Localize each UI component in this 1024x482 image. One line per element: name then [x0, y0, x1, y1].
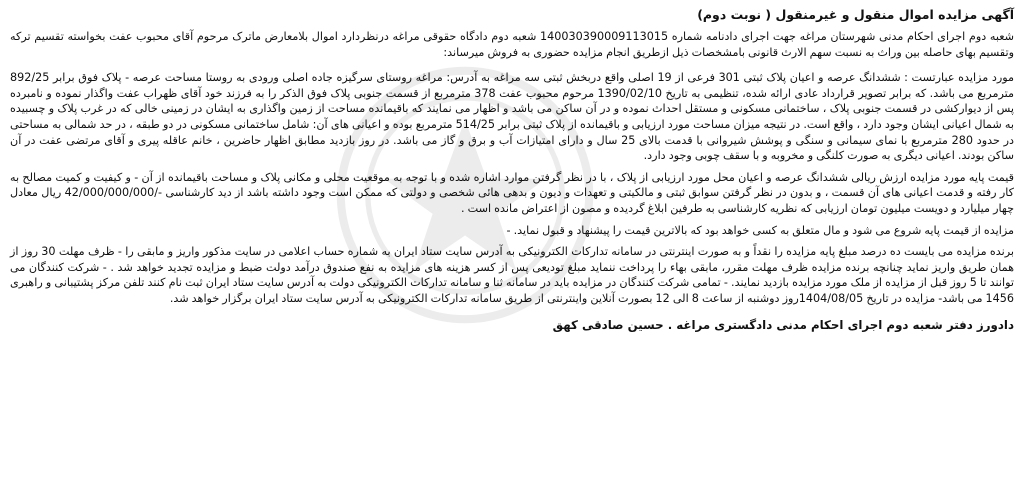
auction-terms-section: برنده مزایده می بایست ده درصد مبلغ پایه مزایده را نقداً و به صورت اینترنتی در سامانه تدارکات الکترونیکی به آدرس سایت ستاد ایران به شماره حساب اعلامی در سایت مذکور واریز و مابقی را - ظرف مهلت 30 روز از همان طریق واریز نماید چنانچه برنده مزایده ظرف مهلت مقرر، مابقی بهاء را پرداخت ننماید مبلغ تودیعی پس از کسر هزینه های مزایده به نفع صندوق درآمد دولت ضبط و مزایده تجدید خواهد شد . - شرکت کنندگان می توانند تا 5 روز قبل از مزایده از ملک مورد مزایده بازدید نمایند. - تمامی شرکت کنندگان در مزایده باید در سامانه ثنا و سامانه تدارکات الکترونیکی دولت به آدرس سایت ستاد ایران ثبت نام کنند تلفن مرکز پشتیبانی و راهبری 1456 می باشد- مزایده در تاریخ 1404/08/05روز دوشنبه از ساعت 8 الی 12 بصورت آنلاین واینترنتی از طریق سامانه تدارکات الکترونیکی به آدرس سایت ستاد ایران برگزار خواهد شد.: [10, 245, 1015, 305]
property-description: مورد مزایده عبارتست : ششدانگ عرصه و اعیان پلاک ثبتی 301 فرعی از 19 اصلی واقع دربخش ثبتی سه مراغه به آدرس: مراغه روستای سرگیزه جاده اصلی ورودی به روستا مساحت عرصه - پلاک فوق برابر 892/25 مترمربع می باشد. که برابر تصویر قرارداد عادی ارائه شده، تنظیمی به تاریخ 1390/02/10 مرحوم محبوب عفت 378 مترمربع از قسمت جنوبی پلاک فوق الذکر را به فرزند خود آقای ظهراب عفت واگذار نموده و نامبرده پس از دیوارکشی در قسمت جنوبی پلاک ، ساختمانی مسکونی و مستقل احداث نموده و در آن ساکن می باشد و اظهار می نمایند که باقیمانده مساحت از زمین واگذاری به ایشان در زمینی خالی که در غرب پلاک و چسبیده به شمال اعیانی ایشان وجود دارد ، واقع است. در نتیجه میزان مساحت مورد ارزیابی و باقیمانده از پلاک ثبتی برابر 514/25 مترمربع بوده و اعیانی های آن: شامل ساختمانی مسکونی در دو طبقه ، در حد شمالی به مساحتی در حدود 280 مترمربع با نمای سیمانی و سنگی و پوشش شیروانی با قدمت بالای 25 سال و دارای امتیازات آب و برق و گاز می باشد. در روز بازدید مطابق اظهار حاضرین ، خانم عاقله پیری و آقای مرتضی عفت در آن ساکن بودند. اعیانی دیگری به صورت کلنگی و مخروبه و با سقف چوبی وجود دارد.: [10, 71, 1015, 163]
auction-start-rule: مزایده از قیمت پایه شروع می شود و مال متعلق به کسی خواهد بود که بالاترین قیمت را پیشنهاد و قبول نماید. -: [506, 223, 1014, 237]
notice-title: آگهی مزایده اموال منقول و غیرمنقول ( نوبت دوم): [697, 7, 1014, 22]
base-price-section: قیمت پایه مورد مزایده ارزش ریالی ششدانگ عرصه و اعیان محل مورد ارزیابی از پلاک ، با در نظر گرفتن موارد اشاره شده و با توجه به موقعیت محلی و مکانی پلاک و مساحت باقیمانده از آن - و کیفیت و کمیت مصالح به کار رفته و قدمت اعیانی های آن قسمت ، و بدون در نظر گرفتن سوابق ثبتی و مالکیتی و تعهدات و دیون و بدهی هائی شخصی و دولتی که ممکن است وجود داشته باشد از دید کارشناسی -/42/000/000/000 ریال معادل چهار میلیارد و دویست میلیون تومان ارزیابی که نظریه کارشناسی به طرفین ابلاغ گردیده و مصون از اعتراض مانده است .: [10, 170, 1015, 215]
signature-line: دادورز دفتر شعبه دوم اجرای احکام مدنی دادگستری مراغه . حسین صادقی کهق: [552, 317, 1014, 332]
notice-intro: شعبه دوم اجرای احکام مدنی شهرستان مراغه جهت اجرای دادنامه شماره 140030390009113015 شعبه دوم دادگاه حقوقی مراغه درنظردارد اموال بلامعارض ماترک مرحوم آقای محبوب عفت بخواسته تقسیم ترکه وتقسیم بهای حاصله بین وراث به نسبت سهم الارث قانونی بامشخصات ذیل ازطریق انجام مزایده حضوری به فروش میرساند:: [10, 30, 1014, 59]
